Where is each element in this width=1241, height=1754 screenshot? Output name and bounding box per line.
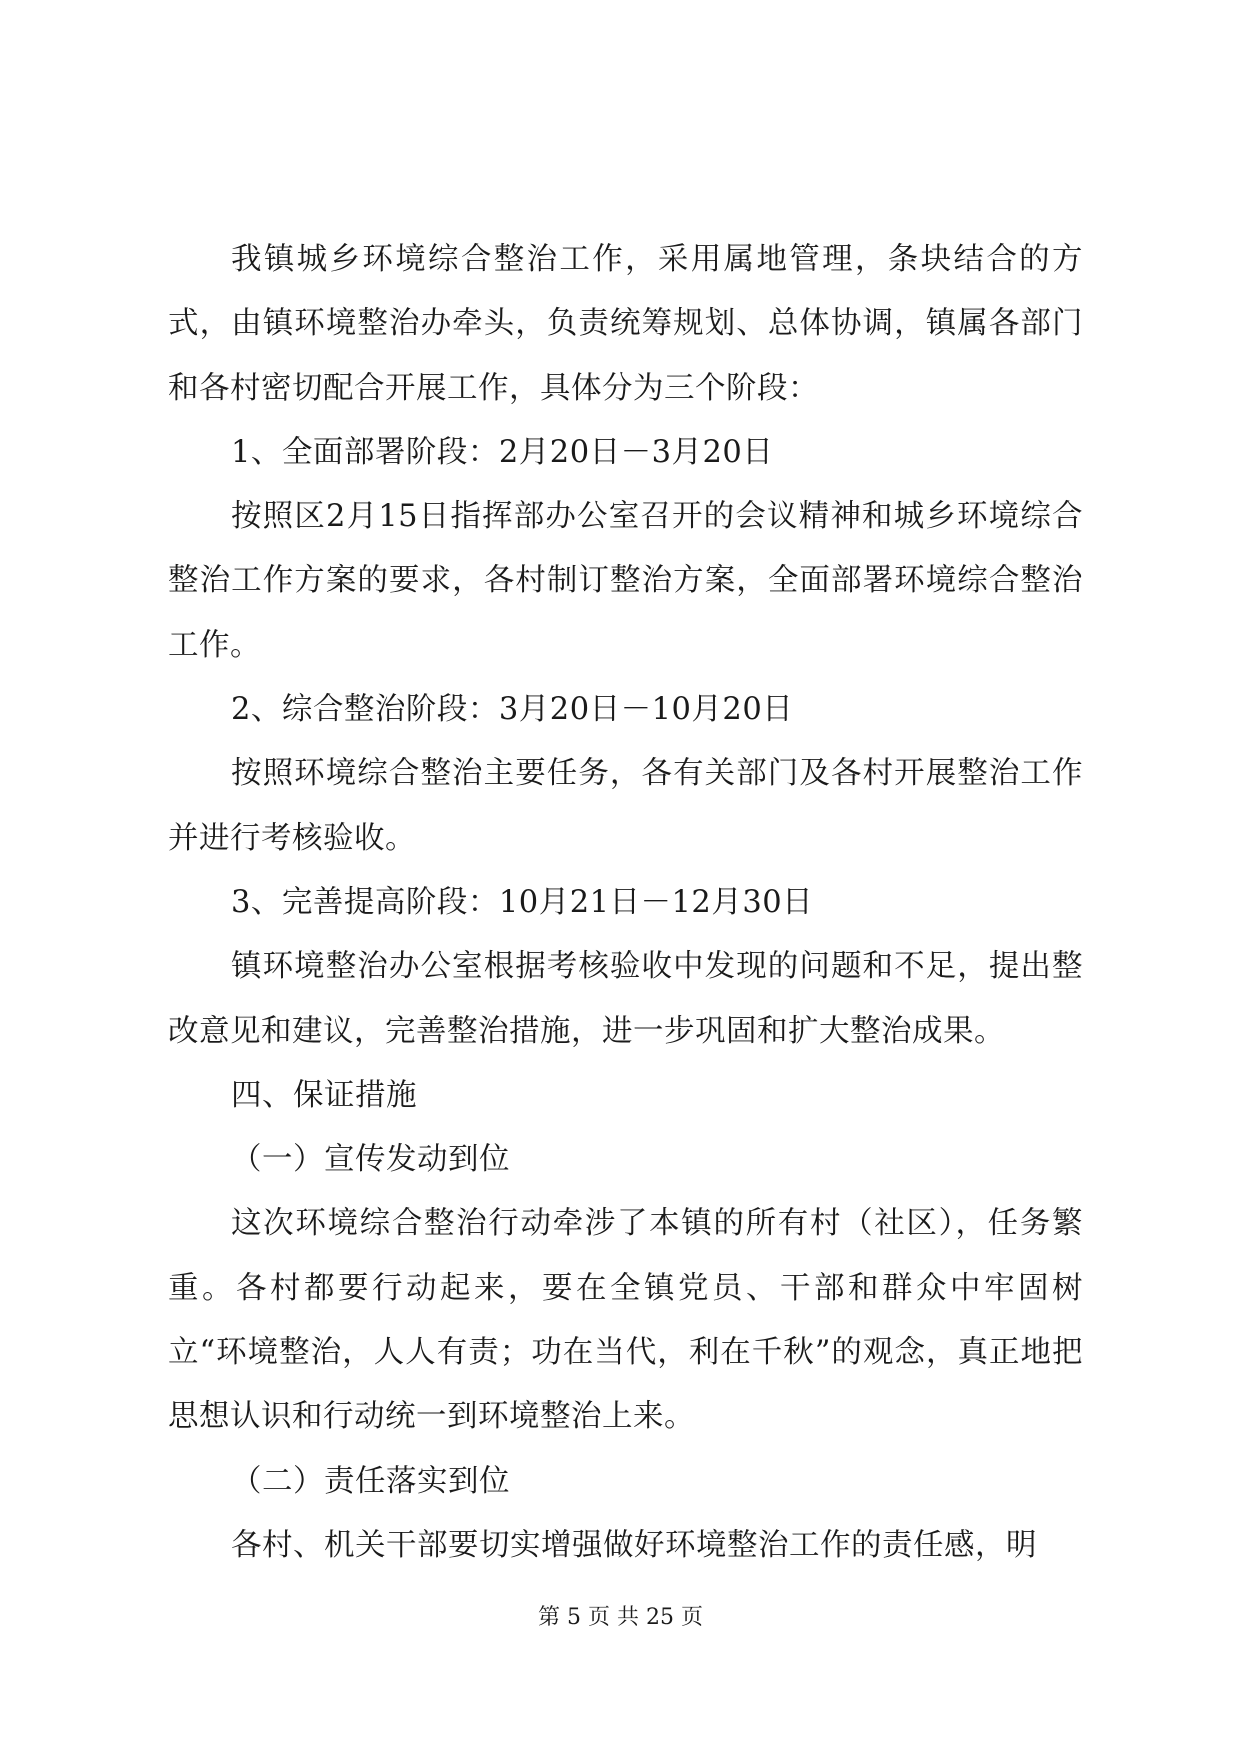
section-4-heading: 四、保证措施 (231, 1077, 417, 1113)
subsection-2-text: 各村、机关干部要切实增强做好环境整治工作的责任感，明 (231, 1527, 1037, 1563)
body-text (168, 228, 1083, 1578)
stage-2-heading: 2、综合整治阶段：3月20日－10月20日 (231, 692, 794, 728)
page-footer: 第 5 页 共 25 页 (538, 1605, 703, 1630)
stage-2-text: 按照环境综合整治主要任务，各有关部门及各村开展整治工作并进行考核验收。 (168, 756, 1083, 856)
stage-1-heading: 1、全面部署阶段：2月20日－3月20日 (231, 434, 774, 470)
subsection-1-heading: （一）宣传发动到位 (231, 1142, 510, 1178)
stage-3-text: 镇环境整治办公室根据考核验收中发现的问题和不足，提出整改意见和建议，完善整治措施，进一步巩固和扩大整治成果。 (168, 949, 1083, 1049)
subsection-1-text: 这次环境综合整治行动牵涉了本镇的所有村（社区），任务繁重。各村都要行动起来，要在全镇党员、干部和群众中牢固树立“环境整治，人人有责；功在当代，利在千秋”的观念，真正地把思想认识和行动统一到环境整治上来。 (168, 1206, 1083, 1435)
paragraph-intro: 我镇城乡环境综合整治工作，采用属地管理，条块结合的方式，由镇环境整治办牵头，负责统筹规划、总体协调，镇属各部门和各村密切配合开展工作，具体分为三个阶段： (168, 242, 1083, 406)
stage-3-heading: 3、完善提高阶段：10月21日－12月30日 (231, 884, 814, 920)
stage-1-text: 按照区2月15日指挥部办公室召开的会议精神和城乡环境综合整治工作方案的要求，各村制订整治方案，全面部署环境综合整治工作。 (168, 499, 1083, 663)
subsection-2-heading: （二）责任落实到位 (231, 1463, 510, 1499)
